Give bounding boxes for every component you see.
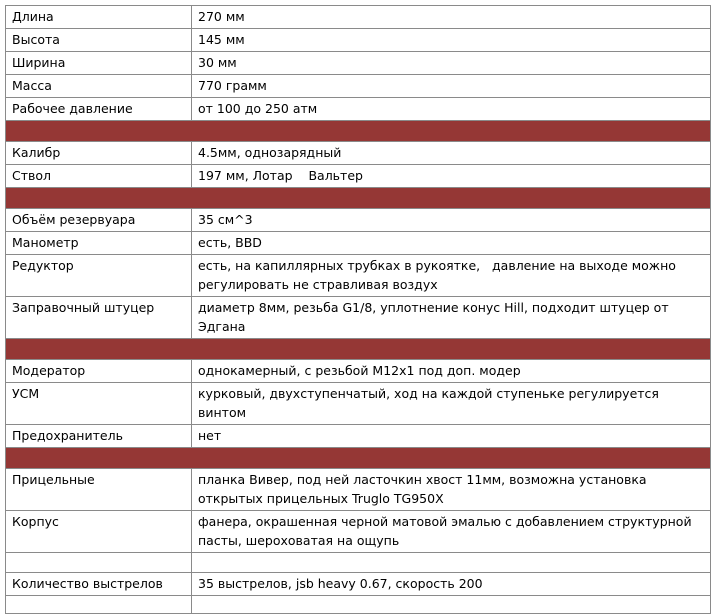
spec-row-shot-count (6, 573, 711, 596)
spec-row-regulator (6, 255, 711, 297)
spec-value: 30 мм (192, 52, 711, 75)
spec-label: УСМ (6, 383, 192, 425)
spec-value: 35 выстрелов, jsb heavy 0.67, скорость 200 (192, 573, 711, 596)
blank-row (6, 553, 711, 573)
spec-row-manometer (6, 232, 711, 255)
spec-value: 270 мм (192, 6, 711, 29)
spec-label: Калибр (6, 142, 192, 165)
spec-value: фанера, окрашенная черной матовой эмалью с добавлением структурной пасты, шероховатая на ощупь (192, 511, 711, 553)
section-separator (6, 121, 711, 142)
spec-label: Ствол (6, 165, 192, 188)
spec-value: есть, на капиллярных трубках в рукоятке, давление на выходе можно регулировать не стравливая воздух (192, 255, 711, 297)
spec-label: Редуктор (6, 255, 192, 297)
spec-value: 145 мм (192, 29, 711, 52)
spec-value: 197 мм, Лотар Вальтер (192, 165, 711, 188)
spec-row-sights (6, 469, 711, 511)
blank-row (6, 596, 711, 614)
spec-value: есть, BBD (192, 232, 711, 255)
spec-value: курковый, двухступенчатый, ход на каждой ступеньке регулируется винтом (192, 383, 711, 425)
spec-label: Заправочный штуцер (6, 297, 192, 339)
spec-label: Объём резервуара (6, 209, 192, 232)
spec-value: 770 грамм (192, 75, 711, 98)
spec-value (192, 553, 711, 573)
spec-row-fill-nipple (6, 297, 711, 339)
spec-value (192, 596, 711, 614)
spec-label: Модератор (6, 360, 192, 383)
spec-row-height (6, 29, 711, 52)
spec-label: Предохранитель (6, 425, 192, 448)
specs-table (5, 5, 711, 614)
spec-value: планка Вивер, под ней ласточкин хвост 11мм, возможна установка открытых прицельных Truglo TG950X (192, 469, 711, 511)
spec-label: Прицельные (6, 469, 192, 511)
spec-value: 4.5мм, однозарядный (192, 142, 711, 165)
spec-label: Масса (6, 75, 192, 98)
section-separator (6, 188, 711, 209)
spec-row-trigger (6, 383, 711, 425)
spec-row-body (6, 511, 711, 553)
spec-value: от 100 до 250 атм (192, 98, 711, 121)
spec-value: 35 см^3 (192, 209, 711, 232)
spec-label: Высота (6, 29, 192, 52)
spec-row-moderator (6, 360, 711, 383)
spec-row-length (6, 6, 711, 29)
section-separator (6, 339, 711, 360)
spec-label: Ширина (6, 52, 192, 75)
spec-label: Манометр (6, 232, 192, 255)
spec-row-caliber (6, 142, 711, 165)
spec-value: однокамерный, с резьбой M12x1 под доп. модер (192, 360, 711, 383)
spec-label: Количество выстрелов (6, 573, 192, 596)
spec-value: нет (192, 425, 711, 448)
spec-label (6, 553, 192, 573)
spec-row-width (6, 52, 711, 75)
spec-label: Длина (6, 6, 192, 29)
spec-value: диаметр 8мм, резьба G1/8, уплотнение конус Hill, подходит штуцер от Эдгана (192, 297, 711, 339)
spec-row-mass (6, 75, 711, 98)
spec-label: Корпус (6, 511, 192, 553)
section-separator (6, 448, 711, 469)
spec-row-safety (6, 425, 711, 448)
spec-row-pressure (6, 98, 711, 121)
spec-row-reservoir (6, 209, 711, 232)
spec-label: Рабочее давление (6, 98, 192, 121)
spec-row-barrel (6, 165, 711, 188)
spec-label (6, 596, 192, 614)
